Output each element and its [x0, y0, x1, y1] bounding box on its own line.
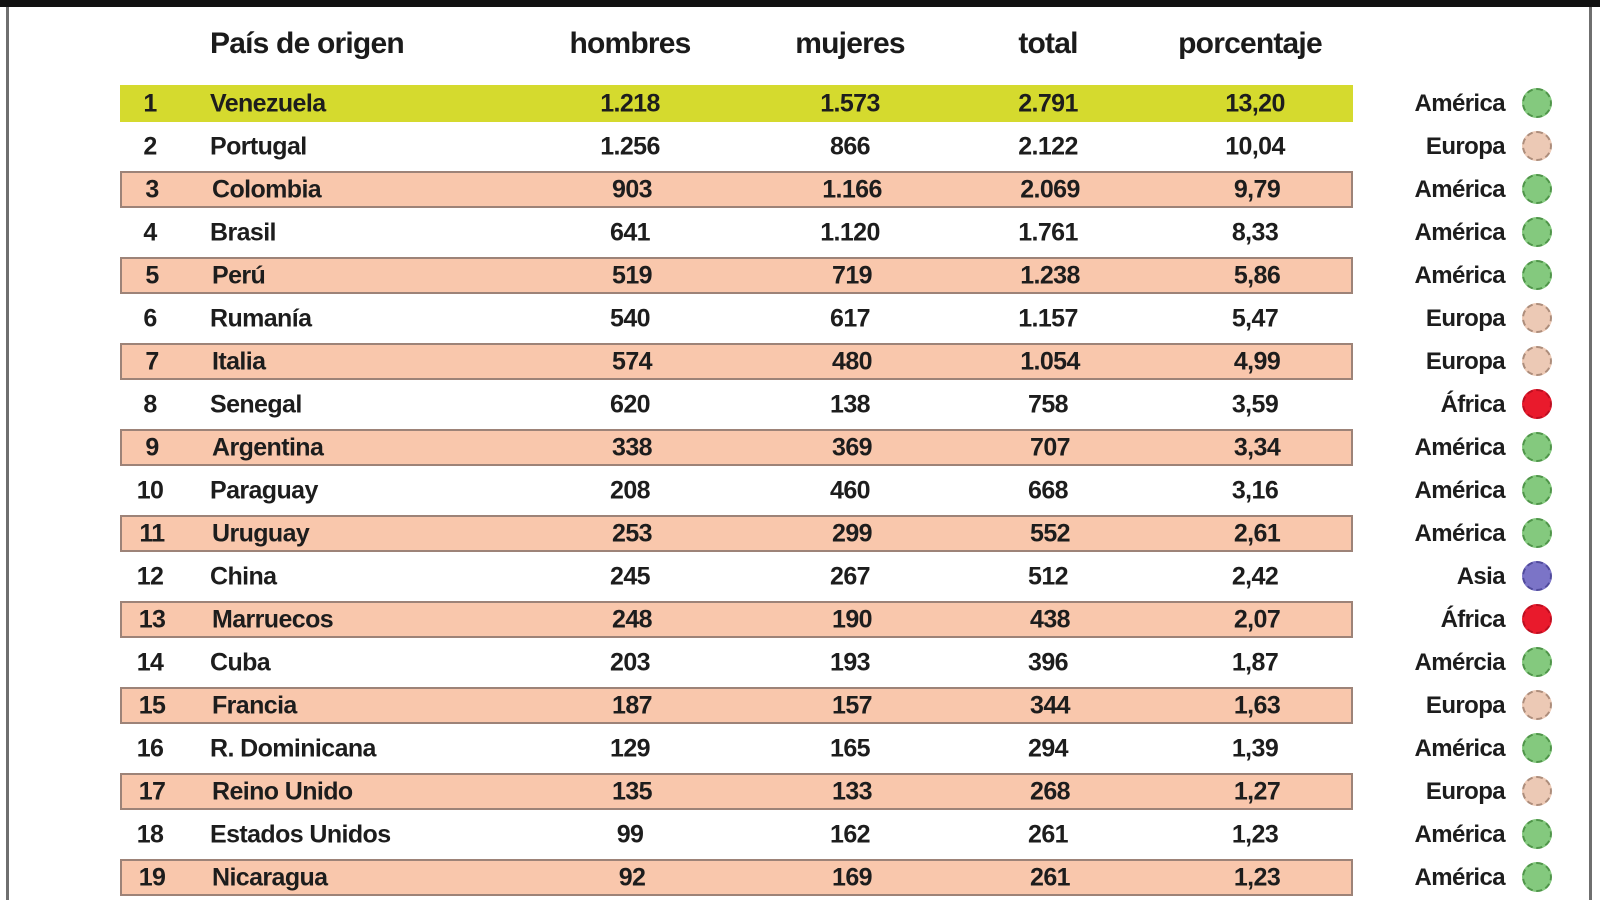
rank-cell: 3	[145, 175, 159, 203]
row-bar	[120, 429, 1353, 466]
row-bar	[120, 257, 1353, 294]
table-row	[0, 770, 1600, 813]
country-cell: Uruguay	[212, 519, 310, 547]
row-bar	[120, 171, 1353, 208]
total-cell: 1.054	[1020, 347, 1080, 375]
mujeres-cell: 190	[832, 605, 872, 633]
hombres-cell: 135	[612, 777, 652, 805]
rank-cell: 11	[139, 519, 165, 547]
country-cell: Venezuela	[210, 89, 326, 117]
continent-label: América	[1414, 734, 1505, 762]
country-cell: Senegal	[210, 390, 302, 418]
table-row	[0, 684, 1600, 727]
continent-dot	[1522, 733, 1552, 763]
table-row	[0, 555, 1600, 598]
porcentaje-cell: 3,59	[1231, 390, 1279, 418]
table-row	[0, 856, 1600, 899]
continent-dot	[1522, 88, 1552, 118]
rank-cell: 14	[136, 648, 164, 676]
continent-dot	[1522, 647, 1552, 677]
mujeres-cell: 267	[830, 562, 870, 590]
table-row	[0, 512, 1600, 555]
porcentaje-cell: 1,39	[1231, 734, 1279, 762]
rank-cell: 10	[136, 476, 164, 504]
continent-label: África	[1440, 390, 1505, 418]
porcentaje-cell: 9,79	[1233, 175, 1281, 203]
mujeres-cell: 480	[832, 347, 872, 375]
continent-dot	[1522, 131, 1552, 161]
continent-label: América	[1414, 863, 1505, 891]
hombres-cell: 903	[612, 175, 652, 203]
porcentaje-cell: 8,33	[1231, 218, 1279, 246]
country-cell: Estados Unidos	[210, 820, 391, 848]
mujeres-cell: 165	[830, 734, 870, 762]
header-hombres: hombres	[569, 27, 691, 60]
continent-label: Europa	[1425, 347, 1505, 375]
header-total: total	[1018, 27, 1078, 60]
country-cell: Brasil	[210, 218, 276, 246]
hombres-cell: 253	[612, 519, 652, 547]
row-bar	[120, 730, 1353, 767]
continent-dot	[1522, 346, 1552, 376]
total-cell: 512	[1028, 562, 1068, 590]
hombres-cell: 1.218	[600, 89, 660, 117]
continent-dot	[1522, 217, 1552, 247]
table-row	[0, 469, 1600, 512]
total-cell: 668	[1028, 476, 1068, 504]
mujeres-cell: 460	[830, 476, 870, 504]
mujeres-cell: 299	[832, 519, 872, 547]
country-cell: China	[210, 562, 277, 590]
country-cell: Portugal	[210, 132, 307, 160]
porcentaje-cell: 13,20	[1225, 89, 1285, 117]
hombres-cell: 248	[612, 605, 652, 633]
row-bar	[120, 601, 1353, 638]
continent-dot	[1522, 389, 1552, 419]
porcentaje-cell: 1,63	[1233, 691, 1281, 719]
hombres-cell: 1.256	[600, 132, 660, 160]
country-cell: Marruecos	[212, 605, 334, 633]
row-bar	[120, 472, 1353, 509]
country-cell: Reino Unido	[212, 777, 353, 805]
mujeres-cell: 138	[830, 390, 870, 418]
total-cell: 552	[1030, 519, 1070, 547]
rank-cell: 19	[138, 863, 166, 891]
rank-cell: 8	[143, 390, 157, 418]
total-cell: 758	[1028, 390, 1068, 418]
porcentaje-cell: 1,87	[1231, 648, 1279, 676]
table-row	[0, 211, 1600, 254]
total-cell: 294	[1028, 734, 1068, 762]
continent-dot	[1522, 174, 1552, 204]
mujeres-cell: 1.573	[820, 89, 880, 117]
total-cell: 2.069	[1020, 175, 1080, 203]
table-row	[0, 598, 1600, 641]
hombres-cell: 641	[610, 218, 650, 246]
country-cell: Nicaragua	[212, 863, 328, 891]
hombres-cell: 620	[610, 390, 650, 418]
continent-label: América	[1414, 218, 1505, 246]
rank-cell: 6	[143, 304, 157, 332]
continent-label: Asia	[1456, 562, 1505, 590]
hombres-cell: 99	[616, 820, 644, 848]
hombres-cell: 519	[612, 261, 652, 289]
porcentaje-cell: 5,86	[1233, 261, 1281, 289]
porcentaje-cell: 3,34	[1233, 433, 1281, 461]
row-bar	[120, 214, 1353, 251]
table-row	[0, 82, 1600, 125]
hombres-cell: 540	[610, 304, 650, 332]
continent-label: América	[1414, 820, 1505, 848]
hombres-cell: 245	[610, 562, 650, 590]
row-bar	[120, 859, 1353, 896]
rank-cell: 2	[143, 132, 157, 160]
row-bar	[120, 687, 1353, 724]
rank-cell: 1	[143, 89, 157, 117]
continent-dot	[1522, 432, 1552, 462]
mujeres-cell: 617	[830, 304, 870, 332]
table-row	[0, 125, 1600, 168]
table-row	[0, 641, 1600, 684]
country-cell: Colombia	[212, 175, 322, 203]
hombres-cell: 92	[618, 863, 646, 891]
mujeres-cell: 866	[830, 132, 870, 160]
continent-dot	[1522, 862, 1552, 892]
total-cell: 2.791	[1018, 89, 1078, 117]
table-row	[0, 297, 1600, 340]
mujeres-cell: 157	[832, 691, 872, 719]
hombres-cell: 208	[610, 476, 650, 504]
continent-dot	[1522, 690, 1552, 720]
row-bar	[120, 343, 1353, 380]
table-row	[0, 383, 1600, 426]
total-cell: 2.122	[1018, 132, 1078, 160]
table-row	[0, 168, 1600, 211]
mujeres-cell: 369	[832, 433, 872, 461]
total-cell: 396	[1028, 648, 1068, 676]
table-row	[0, 813, 1600, 856]
continent-label: Europa	[1425, 777, 1505, 805]
continent-label: Europa	[1425, 304, 1505, 332]
rank-cell: 15	[138, 691, 166, 719]
row-bar	[120, 816, 1353, 853]
country-cell: Cuba	[210, 648, 271, 676]
total-cell: 261	[1028, 820, 1068, 848]
rank-cell: 12	[136, 562, 164, 590]
continent-label: Europa	[1425, 132, 1505, 160]
continent-label: América	[1414, 476, 1505, 504]
table-row	[0, 254, 1600, 297]
continent-label: América	[1414, 261, 1505, 289]
continent-dot	[1522, 561, 1552, 591]
continent-dot	[1522, 776, 1552, 806]
header-pais-de-origen: País de origen	[210, 27, 404, 60]
rank-cell: 18	[136, 820, 164, 848]
continent-label: África	[1440, 605, 1505, 633]
porcentaje-cell: 2,42	[1231, 562, 1279, 590]
porcentaje-cell: 5,47	[1231, 304, 1279, 332]
continent-label: América	[1414, 89, 1505, 117]
continent-label: Amércia	[1414, 648, 1505, 676]
total-cell: 1.157	[1018, 304, 1078, 332]
total-cell: 1.761	[1018, 218, 1078, 246]
continent-dot	[1522, 475, 1552, 505]
porcentaje-cell: 1,23	[1233, 863, 1281, 891]
continent-dot	[1522, 260, 1552, 290]
porcentaje-cell: 2,61	[1233, 519, 1281, 547]
country-cell: Rumanía	[210, 304, 312, 332]
total-cell: 268	[1030, 777, 1070, 805]
continent-label: América	[1414, 433, 1505, 461]
country-cell: R. Dominicana	[210, 734, 376, 762]
total-cell: 261	[1030, 863, 1070, 891]
mujeres-cell: 1.120	[820, 218, 880, 246]
mujeres-cell: 162	[830, 820, 870, 848]
top-rule	[0, 0, 1600, 7]
continent-label: Europa	[1425, 691, 1505, 719]
country-cell: Italia	[212, 347, 266, 375]
total-cell: 707	[1030, 433, 1070, 461]
country-cell: Perú	[212, 261, 266, 289]
porcentaje-cell: 3,16	[1231, 476, 1279, 504]
total-cell: 1.238	[1020, 261, 1080, 289]
header-mujeres: mujeres	[795, 27, 905, 60]
row-bar	[120, 515, 1353, 552]
rank-cell: 17	[138, 777, 166, 805]
rank-cell: 4	[143, 218, 157, 246]
table-row	[0, 727, 1600, 770]
rank-cell: 13	[138, 605, 166, 633]
total-cell: 344	[1030, 691, 1070, 719]
header-porcentaje: porcentaje	[1178, 27, 1322, 60]
porcentaje-cell: 1,27	[1233, 777, 1281, 805]
hombres-cell: 129	[610, 734, 650, 762]
continent-dot	[1522, 604, 1552, 634]
rank-cell: 9	[145, 433, 159, 461]
table-row	[0, 340, 1600, 383]
rank-cell: 16	[136, 734, 164, 762]
row-bar	[120, 773, 1353, 810]
continent-label: América	[1414, 519, 1505, 547]
mujeres-cell: 169	[832, 863, 872, 891]
hombres-cell: 574	[612, 347, 652, 375]
mujeres-cell: 133	[832, 777, 872, 805]
continent-dot	[1522, 518, 1552, 548]
continent-dot	[1522, 303, 1552, 333]
row-bar	[120, 85, 1353, 122]
row-bar	[120, 128, 1353, 165]
row-bar	[120, 558, 1353, 595]
row-bar	[120, 386, 1353, 423]
table-row	[0, 426, 1600, 469]
continent-label: América	[1414, 175, 1505, 203]
porcentaje-cell: 4,99	[1233, 347, 1281, 375]
porcentaje-cell: 10,04	[1225, 132, 1285, 160]
mujeres-cell: 193	[830, 648, 870, 676]
country-cell: Francia	[212, 691, 297, 719]
continent-dot	[1522, 819, 1552, 849]
porcentaje-cell: 1,23	[1231, 820, 1279, 848]
hombres-cell: 187	[612, 691, 652, 719]
table-rows	[0, 82, 1600, 899]
hombres-cell: 338	[612, 433, 652, 461]
mujeres-cell: 1.166	[822, 175, 882, 203]
table-header	[0, 7, 1600, 82]
country-cell: Argentina	[212, 433, 324, 461]
total-cell: 438	[1030, 605, 1070, 633]
hombres-cell: 203	[610, 648, 650, 676]
rank-cell: 7	[145, 347, 159, 375]
country-cell: Paraguay	[210, 476, 318, 504]
porcentaje-cell: 2,07	[1233, 605, 1281, 633]
mujeres-cell: 719	[832, 261, 872, 289]
row-bar	[120, 644, 1353, 681]
rank-cell: 5	[145, 261, 159, 289]
row-bar	[120, 300, 1353, 337]
